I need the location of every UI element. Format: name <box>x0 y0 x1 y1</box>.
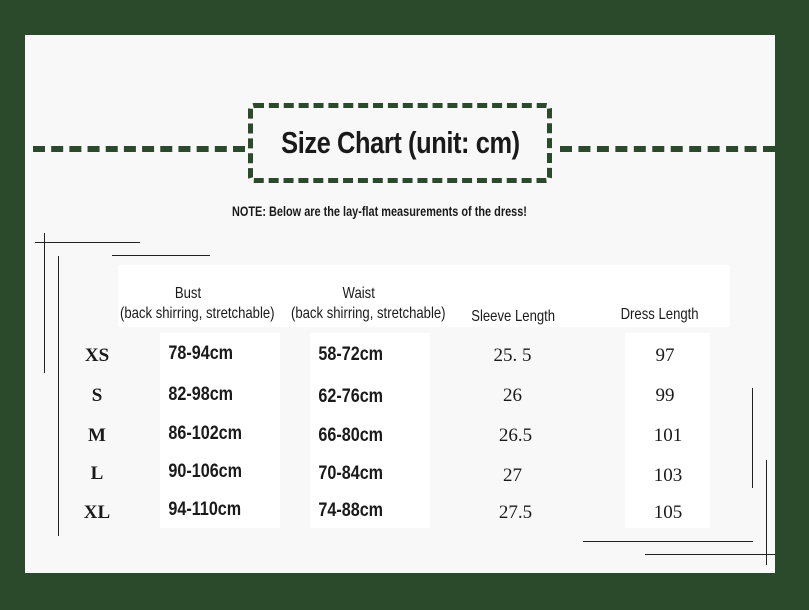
note-text: NOTE: Below are the lay-flat measurements of the dress! <box>232 203 527 219</box>
sleeve-value: 25. 5 <box>493 345 532 366</box>
bust-value: 90-106cm <box>165 461 245 483</box>
waist-value: 70-84cm <box>315 463 386 485</box>
bust-value: 86-102cm <box>165 423 245 445</box>
right-dashed-divider <box>560 146 775 152</box>
header-waist <box>274 285 444 323</box>
decor-line-bottom-right-2 <box>645 554 775 555</box>
decor-line-bottom-right-1 <box>583 541 753 542</box>
sleeve-value: 26.5 <box>498 425 533 446</box>
bust-value: 94-110cm <box>165 499 245 521</box>
dress-value: 105 <box>653 502 683 523</box>
sleeve-value: 26 <box>503 385 522 406</box>
decor-line-top-left-1 <box>35 242 140 243</box>
decor-line-top-left-2 <box>112 255 210 256</box>
size-label-xs: XS <box>84 345 110 366</box>
dress-value: 101 <box>653 425 683 446</box>
header-waist-title: Waist <box>342 285 376 302</box>
decor-line-left-vertical-1 <box>44 233 45 373</box>
dress-value: 103 <box>653 465 683 486</box>
page-title: Size Chart (unit: cm) <box>280 125 520 160</box>
sleeve-value: 27.5 <box>498 502 533 523</box>
bust-value: 82-98cm <box>165 384 236 406</box>
header-bust-title: Bust <box>174 285 202 302</box>
decor-line-left-vertical-2 <box>58 256 59 536</box>
bust-value: 78-94cm <box>165 343 236 365</box>
header-bust <box>103 285 273 323</box>
dress-value: 97 <box>655 345 675 366</box>
header-bust-note: (back shirring, stretchable) <box>119 305 275 322</box>
header-waist-note: (back shirring, stretchable) <box>290 305 446 322</box>
waist-value: 62-76cm <box>315 386 386 408</box>
dress-value: 99 <box>655 385 675 406</box>
waist-value: 66-80cm <box>315 425 386 447</box>
size-label-m: M <box>88 425 106 446</box>
header-dress-title: Dress Length <box>620 306 700 323</box>
header-sleeve <box>453 308 573 326</box>
size-label-xl: XL <box>83 502 111 523</box>
header-sleeve-title: Sleeve Length <box>471 308 555 325</box>
size-label-s: S <box>91 385 103 406</box>
left-dashed-divider <box>33 146 245 152</box>
waist-value: 74-88cm <box>315 500 386 522</box>
waist-value: 58-72cm <box>315 344 386 366</box>
size-label-l: L <box>90 463 104 484</box>
decor-line-right-vertical-2 <box>752 388 753 488</box>
header-dress <box>600 306 720 324</box>
sleeve-value: 27 <box>503 465 522 486</box>
decor-line-right-vertical-1 <box>766 460 767 565</box>
title-box <box>248 103 552 183</box>
